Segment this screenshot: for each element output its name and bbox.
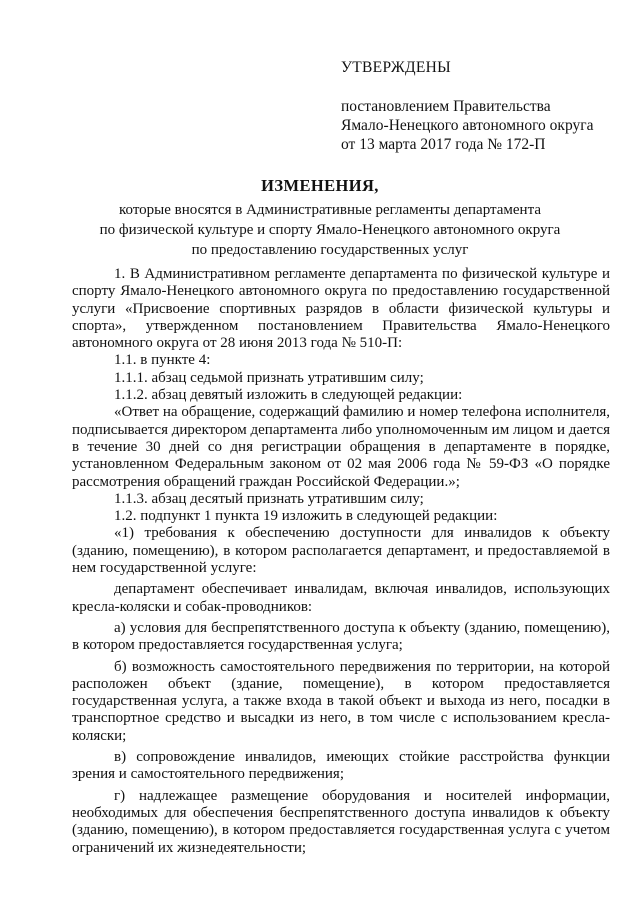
paragraph: в) сопровождение инвалидов, имеющих стойкие расстройства функции зрения и самостоятельного передвижения; (72, 749, 610, 783)
paragraph: г) надлежащее размещение оборудования и носителей информации, необходимых для обеспечения беспрепятственного доступа инвалидов к объекту (зданию, помещению), в котором предоставляется государственная услуга с учетом ограничений их жизнедеятельности; (72, 787, 610, 856)
approval-line: постановлением Правительства (341, 98, 551, 115)
paragraph: «1) требования к обеспечению доступности для инвалидов к объекту (зданию, помещению), в котором располагается департамент, и предоставляемой в нем государственной услуге: (72, 525, 610, 577)
paragraph: б) возможность самостоятельного передвижения по территории, на которой расположен объект (здание, помещение), в котором предоставляется государственная услуга, а также входа в такой объект и выхода из него, посадки в транспортное средство и высадки из него, в том числе с использованием кресла-коляски; (72, 658, 610, 744)
paragraph: 1.1.1. абзац седьмой признать утратившим силу; (114, 369, 424, 386)
approval-block (341, 58, 631, 154)
paragraph: 1.1. в пункте 4: (114, 352, 211, 369)
approval-heading: УТВЕРЖДЕНЫ (341, 59, 451, 76)
document-subtitle (70, 200, 590, 260)
approval-line: Ямало-Ненецкого автономного округа (341, 117, 594, 134)
paragraph: департамент обеспечивает инвалидам, включая инвалидов, использующих кресла-коляски и собак-проводников: (72, 581, 610, 615)
document-title: ИЗМЕНЕНИЯ, (261, 176, 379, 195)
subtitle-line: по физической культуре и спорту Ямало-Ненецкого автономного округа (99, 222, 561, 238)
paragraph: 1.1.3. абзац десятый признать утратившим силу; (114, 490, 424, 507)
paragraph: 1. В Административном регламенте департамента по физической культуре и спорту Ямало-Ненецкого автономного округа по предоставлению государственной услуги «Присвоение спортивных разрядов в области физической культуры и спорта», утвержденном постановлением Правительства Ямало-Ненецкого автономного округа от 28 июня 2013 года № 510-П: (72, 266, 610, 352)
subtitle-line: которые вносятся в Административные регламенты департамента (119, 202, 541, 218)
approval-line: от 13 марта 2017 года № 172-П (341, 136, 546, 153)
paragraph: 1.2. подпункт 1 пункта 19 изложить в следующей редакции: (114, 508, 498, 525)
subtitle-line: по предоставлению государственных услуг (191, 242, 469, 258)
paragraph: а) условия для беспрепятственного доступа к объекту (зданию, помещению), в котором предоставляется государственная услуга; (72, 619, 610, 654)
paragraph: «Ответ на обращение, содержащий фамилию и номер телефона исполнителя, подписывается директором департамента либо уполномоченным им лицом и дается в течение 30 дней со дня регистрации обращения в департаменте в порядке, установленном Федеральным законом от 02 мая 2006 года № 59-ФЗ «О порядке рассмотрения обращений граждан Российской Федерации.»; (72, 404, 610, 490)
paragraph: 1.1.2. абзац девятый изложить в следующей редакции: (114, 387, 463, 404)
document-body (72, 266, 610, 857)
